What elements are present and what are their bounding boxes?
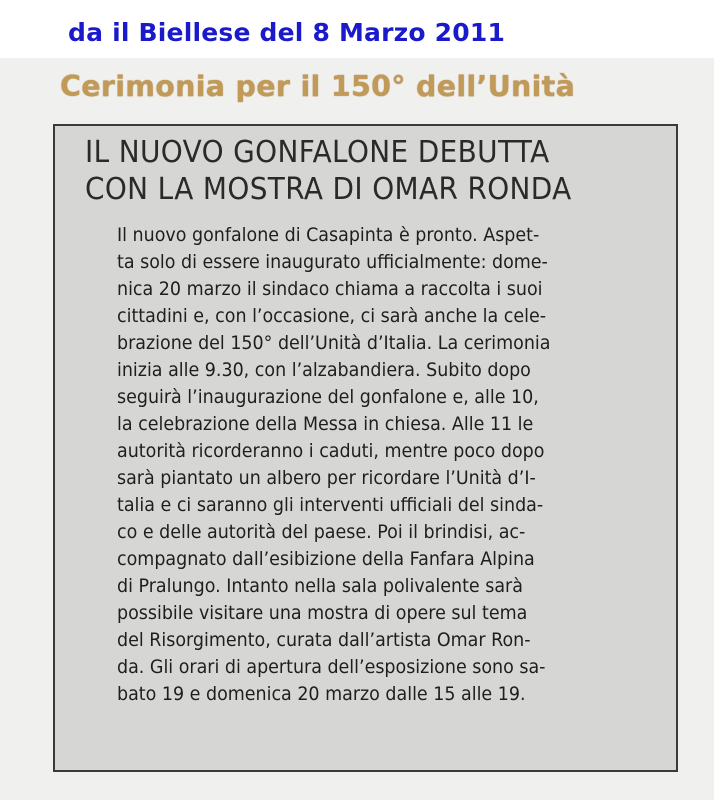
body-line: la celebrazione della Messa in chiesa. Alle 11 le: [117, 414, 534, 435]
body-line: co e delle autorità del paese. Poi il brindisi, ac-: [117, 522, 526, 543]
article-headline: [85, 134, 634, 208]
headline-line: IL NUOVO GONFALONE DEBUTTA: [85, 135, 550, 170]
body-line: sarà piantato un albero per ricordare l’Unità d’I-: [117, 468, 536, 489]
body-line: seguirà l’inaugurazione del gonfalone e, alle 10,: [117, 387, 539, 408]
body-line: compagnato dall’esibizione della Fanfara Alpina: [117, 549, 535, 570]
headline-line: CON LA MOSTRA DI OMAR RONDA: [85, 172, 572, 207]
body-line: ta solo di essere inaugurato ufficialmente: dome-: [117, 252, 548, 273]
body-line: brazione del 150° dell’Unità d’Italia. La cerimonia: [117, 333, 551, 354]
body-line: cittadini e, con l’occasione, ci sarà anche la cele-: [117, 306, 547, 327]
article-body: [117, 222, 677, 708]
body-line: di Pralungo. Intanto nella sala polivalente sarà: [117, 576, 523, 597]
body-line: del Risorgimento, curata dall’artista Omar Ron-: [117, 630, 531, 651]
newspaper-clipping: [0, 58, 714, 800]
article-kicker: Cerimonia per il 150° dell’Unità: [60, 70, 576, 103]
body-line: autorità ricorderanno i caduti, mentre poco dopo: [117, 441, 545, 462]
source-caption: da il Biellese del 8 Marzo 2011: [68, 18, 506, 47]
body-line: possibile visitare una mostra di opere sul tema: [117, 603, 528, 624]
article-box: [53, 124, 678, 772]
body-line: da. Gli orari di apertura dell’esposizione sono sa-: [117, 657, 546, 678]
body-line: nica 20 marzo il sindaco chiama a raccolta i suoi: [117, 279, 543, 300]
body-line: Il nuovo gonfalone di Casapinta è pronto. Aspet-: [117, 225, 540, 246]
body-line: inizia alle 9.30, con l’alzabandiera. Subito dopo: [117, 360, 531, 381]
body-line: talia e ci saranno gli interventi ufficiali del sinda-: [117, 495, 544, 516]
body-line: bato 19 e domenica 20 marzo dalle 15 alle 19.: [117, 684, 526, 705]
